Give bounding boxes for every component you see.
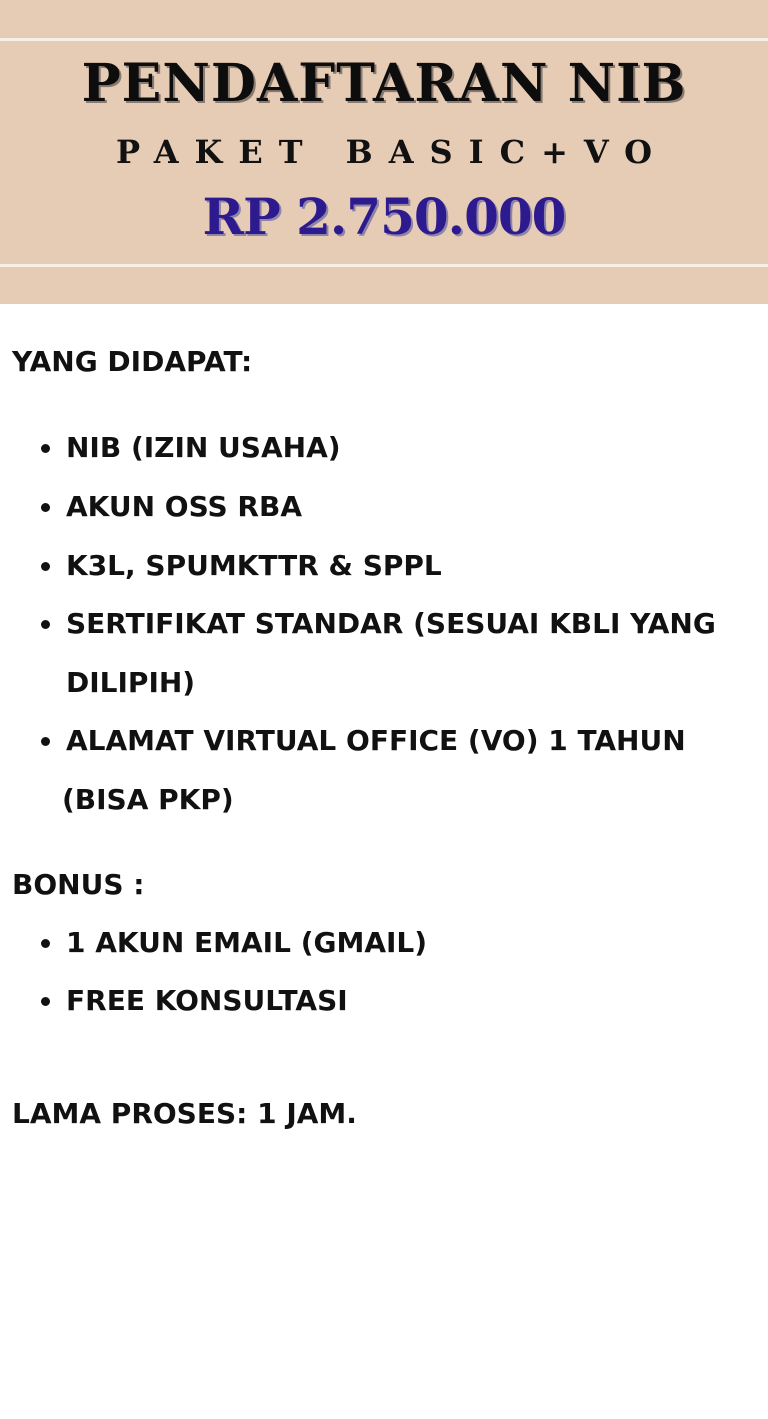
process-duration: LAMA PROSES: 1 JAM.	[12, 1097, 357, 1130]
benefit-item: AKUN OSS RBA	[66, 490, 302, 523]
bonus-item: FREE KONSULTASI	[66, 984, 348, 1017]
benefit-item: ALAMAT VIRTUAL OFFICE (VO) 1 TAHUN	[66, 724, 686, 757]
header-divider-top	[0, 38, 768, 41]
header-divider-bottom	[0, 264, 768, 267]
benefit-item-continuation: DILIPIH)	[66, 666, 196, 699]
bullet-icon	[41, 562, 50, 571]
bonus-item: 1 AKUN EMAIL (GMAIL)	[66, 926, 428, 959]
package-name: PAKET BASIC+VO	[115, 133, 669, 171]
page-title: PENDAFTARAN NIB	[81, 53, 687, 114]
package-price: RP 2.750.000	[202, 187, 566, 246]
benefit-item-continuation: (BISA PKP)	[62, 783, 234, 816]
bullet-icon	[41, 939, 50, 948]
bullet-icon	[41, 737, 50, 746]
bullet-icon	[41, 620, 50, 629]
bullet-icon	[41, 997, 50, 1006]
bonus-heading: BONUS :	[12, 868, 145, 901]
bullet-icon	[41, 503, 50, 512]
benefit-item: K3L, SPUMKTTR & SPPL	[66, 549, 442, 582]
benefits-heading: YANG DIDAPAT:	[12, 345, 253, 378]
header-banner	[0, 0, 768, 304]
benefit-item: NIB (IZIN USAHA)	[66, 431, 341, 464]
benefit-item: SERTIFIKAT STANDAR (SESUAI KBLI YANG	[66, 607, 716, 640]
bullet-icon	[41, 444, 50, 453]
